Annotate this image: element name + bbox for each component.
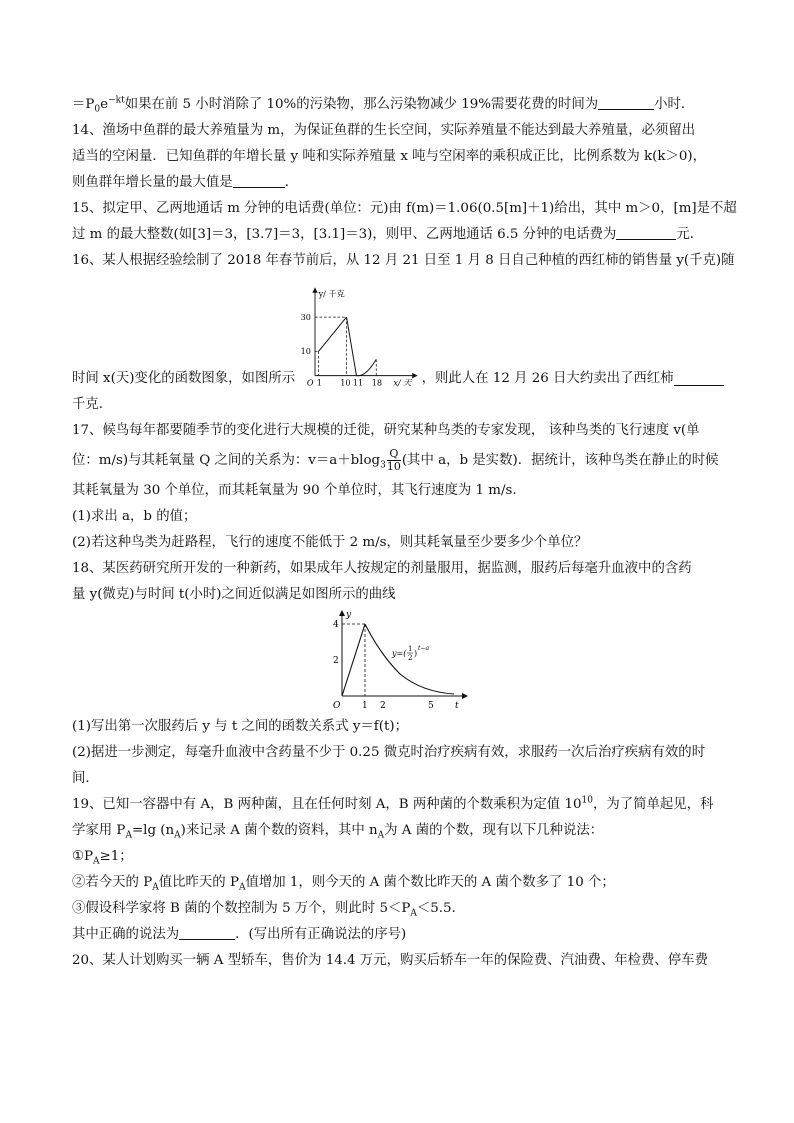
q13-text-b: e — [100, 97, 109, 112]
q19-option1 — [72, 844, 724, 870]
q13-exponent: −kt — [108, 95, 125, 106]
q15-answer-blank — [616, 225, 676, 240]
q19-sub-a3: A — [377, 830, 385, 841]
q16-x-tick-18: 18 — [371, 377, 383, 388]
q16-x-tick-1: 1 — [316, 377, 323, 388]
document-page — [72, 92, 737, 974]
q19-opt2-c: 值增加 1，则今天的 A 菌个数比昨天的 A 菌个数多了 10 个； — [245, 875, 615, 890]
q16-rise-segment — [319, 317, 347, 351]
q19-answer-end: ．(写出所有正确说法的序号) — [235, 927, 407, 942]
q17-fraction — [387, 448, 401, 473]
q18-formula-num: 1 — [408, 645, 413, 653]
q19-option2 — [72, 870, 724, 896]
q13-tail: $=P_0e^{-kt}$如果在前 5 小时消除了 10%的污染物，那么污染物减少 19%需要花费的时间为 小时． — [72, 95, 695, 115]
q19-opt3-a: ③假设科学家将 B 菌的个数控制为 5 万个，则此时 5＜P — [72, 901, 411, 916]
q16-y-tick-30: 30 — [300, 311, 312, 322]
q16-line3: 千克． — [72, 397, 113, 412]
q19-answer-text: 其中正确的说法为 — [72, 927, 180, 942]
q18-x-tick-1: 1 — [362, 701, 368, 711]
q19-opt2-b: 值比昨天的 P — [158, 875, 239, 890]
q18-figure-wrap — [72, 608, 724, 714]
q14-line3-text: 则鱼群年增长量的最大值是 — [72, 175, 233, 190]
q17-formula-b: (其中 a，b 是实数)．据统计，该种鸟类在静止的时候 — [401, 453, 719, 468]
q19-opt2-sub1: A — [152, 882, 159, 893]
q18-rise-segment — [342, 624, 365, 696]
q17-line2 — [72, 444, 724, 478]
q16-answer-blank — [674, 371, 724, 386]
q18-curve-formula — [391, 645, 429, 662]
q18-x-label: t — [455, 701, 459, 711]
q16-rebound-curve — [357, 359, 377, 375]
q18-drug-chart — [322, 608, 472, 712]
q17-frac-den: 10 — [386, 460, 401, 473]
q19-opt1-b: ≥1； — [99, 849, 133, 864]
q16-line2-text-b: ，则此人在 12 月 26 日大约卖出了西红柿 — [421, 371, 674, 386]
q18-y-axis-arrow — [339, 610, 345, 616]
q18-y-label: y — [346, 610, 352, 620]
q16-x-label: x/ 天 — [393, 377, 412, 388]
q18-y-tick-4: 4 — [333, 620, 339, 630]
q19-line1-text: 19、已知一容器中有 A，B 两种菌，且在任何时刻 A，B 两种菌的个数乘积为定值 10 — [72, 797, 582, 812]
q17-sub1: (1)求出 a，b 的值； — [72, 509, 197, 524]
q18-formula-close: ) — [414, 649, 418, 658]
q16-drop-segment — [347, 317, 357, 376]
q19-line1-end: ，为了简单起见，科 — [592, 797, 714, 812]
q19-opt2-sub2: A — [238, 882, 246, 893]
q18-formula-exp: t−a — [418, 645, 430, 652]
q14-line3-end: ． — [284, 175, 299, 190]
q17-line1: 17、候鸟每年都要随季节的变化进行大规模的迁徙，研究某种鸟类的专家发现， 该种鸟类的飞行速度 v(单 — [72, 423, 700, 438]
q14-line2: 适当的空闲量．已知鱼群的年增长量 y 吨和实际养殖量 x 吨与空闲率的乘积成正比，比例系数为 k(k＞0)， — [72, 149, 706, 164]
q17-frac-num: Q — [387, 448, 401, 461]
q13-answer-blank — [598, 95, 654, 110]
q17-log-base: 3 — [380, 460, 386, 471]
q19-answer-blank — [179, 925, 235, 940]
q13-text-c: 如果在前 5 小时消除了 10%的污染物，那么污染物减少 19%需要花费的时间为 — [124, 97, 599, 112]
q17-sub2: (2)若这种鸟类为赶路程，飞行的速度不能低于 2 m/s，则其耗氧量至少要多少个单位？ — [72, 535, 588, 550]
q18-x-tick-2: 2 — [380, 701, 386, 711]
q18-origin: O — [333, 701, 341, 711]
q18-formula-den: 2 — [408, 654, 413, 662]
q15-line2-end: 元． — [676, 227, 704, 242]
q19-sub-a1: A — [125, 830, 132, 841]
q20-line1: 20、某人计划购买一辆 A 型轿车，售价为 14.4 万元，购买后轿车一年的保险费、汽油费、年检费、停车费 — [72, 953, 708, 968]
q16-line2-text: 时间 x(天)变化的函数图象，如图所示 — [72, 371, 296, 386]
q19-line2-d: 为 A 菌的个数，现有以下几种说法： — [384, 823, 604, 838]
q16-y-label: y/ 千克 — [318, 288, 345, 299]
q18-y-tick-2: 2 — [333, 656, 339, 666]
q16-y-axis-arrow — [312, 287, 317, 292]
q13-text-d: 小时． — [654, 97, 695, 112]
q19-opt2-a: ②若今天的 P — [72, 875, 153, 890]
q19-opt3-b: ＜5.5. — [416, 901, 456, 916]
q13-text-a: ＝P — [72, 97, 95, 112]
q19-line1 — [72, 792, 724, 818]
q19-line2-c: )来记录 A 菌个数的资料，其中 n — [180, 823, 378, 838]
q18-x-tick-5: 5 — [428, 701, 434, 711]
q18-sub2-a: (2)据进一步测定，每毫升血液中含药量不少于 0.25 微克时治疗疾病有效，求服药一次后治疗疾病有效的时 — [72, 745, 706, 760]
q16-line1: 16、某人根据经验绘制了 2018 年春节前后，从 12 月 21 日至 1 月 8 日自己种植的西红柿的销售量 y(千克)随 — [72, 253, 735, 268]
q18-line2: 量 y(微克)与时间 t(小时)之间近似满足如图所示的曲线 — [72, 587, 396, 602]
q16-x-tick-11: 11 — [352, 377, 364, 388]
q19-exponent: 10 — [581, 795, 593, 806]
q19-line2 — [72, 818, 724, 844]
q14-answer-blank — [233, 173, 285, 188]
q19-sub-a2: A — [174, 830, 181, 841]
q15-line2 — [72, 222, 724, 248]
q16-line2 — [72, 274, 724, 392]
q14-line3 — [72, 170, 724, 196]
q14-line1: 14、渔场中鱼群的最大养殖量为 m，为保证鱼群的生长空间，实际养殖量不能达到最大养殖量，必须留出 — [72, 123, 696, 138]
q19-answer-line — [72, 922, 724, 948]
q19-line2-b: =lg (n — [131, 823, 175, 838]
q17-line3: 其耗氧量为 30 个单位，而其耗氧量为 90 个单位时，其飞行速度为 1 m/s. — [72, 483, 517, 498]
q16-sales-chart — [297, 280, 419, 392]
q19-line2-a: 学家用 P — [72, 823, 126, 838]
q16-x-tick-10: 10 — [340, 377, 351, 388]
q18-sub2-b: 间． — [72, 771, 99, 786]
q19-opt3-sub: A — [410, 908, 417, 919]
q16-origin: O — [307, 377, 314, 388]
q18-sub1: (1)写出第一次服药后 y 与 t 之间的函数关系式 y＝f(t)； — [72, 719, 408, 734]
q17-formula-a: 位：m/s)与其耗氧量 Q 之间的关系为：v＝a＋blog — [72, 453, 381, 468]
q19-opt1-sub: A — [93, 856, 100, 867]
q16-x-axis-arrow — [412, 373, 417, 378]
q15-line1: 15、拟定甲、乙两地通话 m 分钟的电话费(单位：元)由 f(m)＝1.06(0.5[m]＋1)给出，其中 m＞0，[m]是不超 — [72, 201, 737, 216]
q18-x-axis-arrow — [462, 693, 468, 699]
q18-formula-y: y=( — [392, 649, 407, 658]
q18-line1: 18、某医药研究所开发的一种新药，如果成年人按规定的剂量服用，据监测，服药后每毫升血液中的含药 — [72, 561, 692, 576]
q15-line2-text: 过 m 的最大整数(如[3]＝3，[3.7]＝3，[3.1]＝3)，则甲、乙两地通话 6.5 分钟的电话费为 — [72, 227, 617, 242]
q19-option3 — [72, 896, 724, 922]
q19-opt1-a: ①P — [72, 849, 94, 864]
q16-y-tick-10: 10 — [300, 346, 312, 357]
